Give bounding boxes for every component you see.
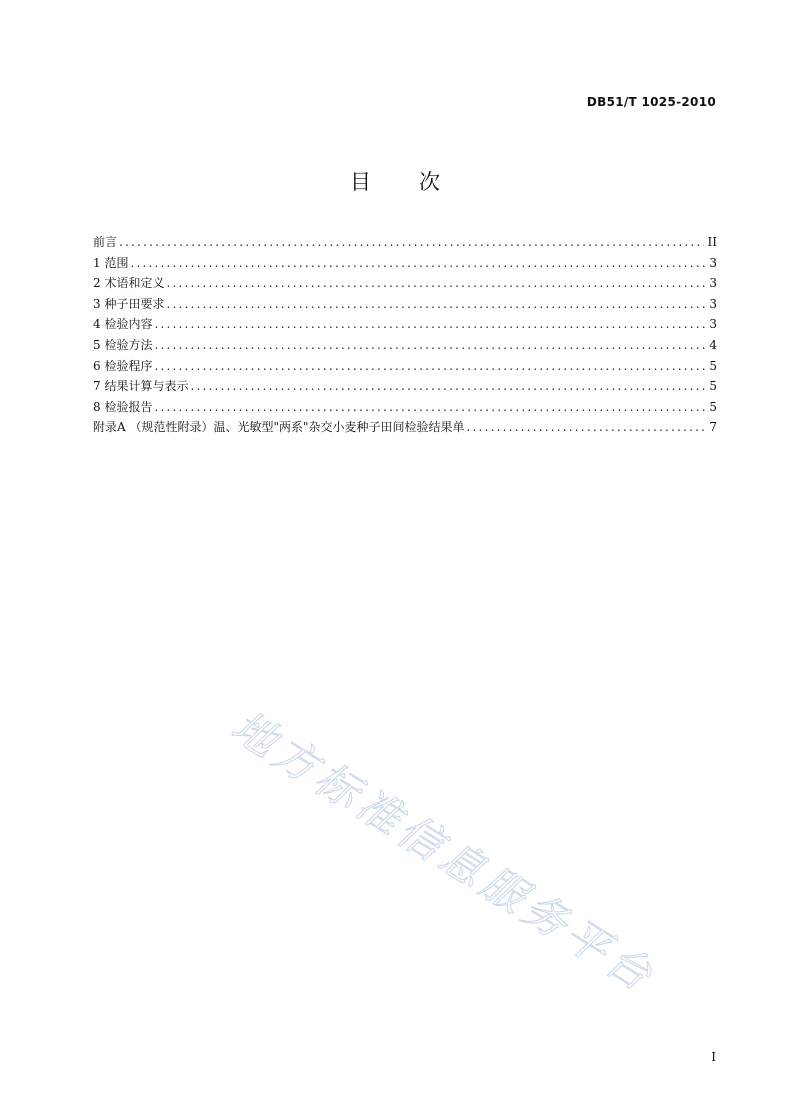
toc-title-char-1: 目 bbox=[350, 170, 373, 194]
watermark-text: 地方标准信息服务平台 bbox=[222, 701, 665, 1004]
toc-entry-label: 5 检验方法 bbox=[93, 337, 153, 352]
toc-entry-inspection-method[interactable] bbox=[93, 335, 717, 356]
toc-entry-terms[interactable] bbox=[93, 273, 717, 294]
toc-entry-scope[interactable] bbox=[93, 253, 717, 274]
toc-entry-label: 附录A （规范性附录）温、光敏型"两系"杂交小麦种子田间检验结果单 bbox=[93, 420, 465, 435]
toc-dot-leader bbox=[154, 356, 705, 377]
toc-entry-result-calculation[interactable] bbox=[93, 376, 717, 397]
toc-entry-page: 5 bbox=[709, 379, 717, 394]
toc-entry-page: 3 bbox=[709, 255, 717, 270]
toc-entry-label: 前言 bbox=[93, 235, 118, 249]
toc-entry-page: 3 bbox=[709, 296, 717, 311]
toc-dot-leader bbox=[119, 232, 704, 253]
toc-dot-leader bbox=[130, 253, 705, 274]
toc-dot-leader bbox=[154, 397, 705, 418]
toc-dot-leader bbox=[467, 417, 705, 438]
toc-entry-label: 8 检验报告 bbox=[93, 399, 153, 414]
toc-entry-inspection-procedure[interactable] bbox=[93, 356, 717, 377]
toc-entry-page: 7 bbox=[709, 420, 717, 435]
toc-entry-page: 3 bbox=[709, 276, 717, 291]
toc-entry-page: 3 bbox=[709, 317, 717, 332]
toc-dot-leader bbox=[190, 376, 705, 397]
toc-dot-leader bbox=[154, 335, 705, 356]
toc-entry-label: 4 检验内容 bbox=[93, 317, 153, 332]
toc-entry-label: 3 种子田要求 bbox=[93, 296, 165, 311]
toc-entry-preface[interactable] bbox=[93, 232, 717, 253]
toc-entry-inspection-content[interactable] bbox=[93, 314, 717, 335]
toc-title bbox=[0, 166, 792, 196]
toc-entry-label: 1 范围 bbox=[93, 255, 129, 270]
toc-entry-label: 6 检验程序 bbox=[93, 358, 153, 373]
toc-title-char-2: 次 bbox=[419, 170, 442, 194]
toc-dot-leader bbox=[154, 314, 705, 335]
toc-list bbox=[93, 232, 717, 438]
toc-dot-leader bbox=[166, 273, 705, 294]
toc-entry-page: 5 bbox=[709, 358, 717, 373]
page-number: I bbox=[711, 1050, 716, 1064]
toc-entry-label: 2 术语和定义 bbox=[93, 276, 165, 291]
toc-entry-page: II bbox=[707, 235, 717, 249]
toc-entry-inspection-report[interactable] bbox=[93, 397, 717, 418]
toc-entry-seed-field-requirements[interactable] bbox=[93, 294, 717, 315]
document-code: DB51/T 1025-2010 bbox=[586, 95, 716, 109]
toc-dot-leader bbox=[166, 294, 705, 315]
toc-entry-page: 5 bbox=[709, 399, 717, 414]
toc-entry-appendix-a[interactable] bbox=[93, 417, 717, 438]
toc-entry-label: 7 结果计算与表示 bbox=[93, 379, 189, 394]
toc-entry-page: 4 bbox=[709, 337, 717, 352]
